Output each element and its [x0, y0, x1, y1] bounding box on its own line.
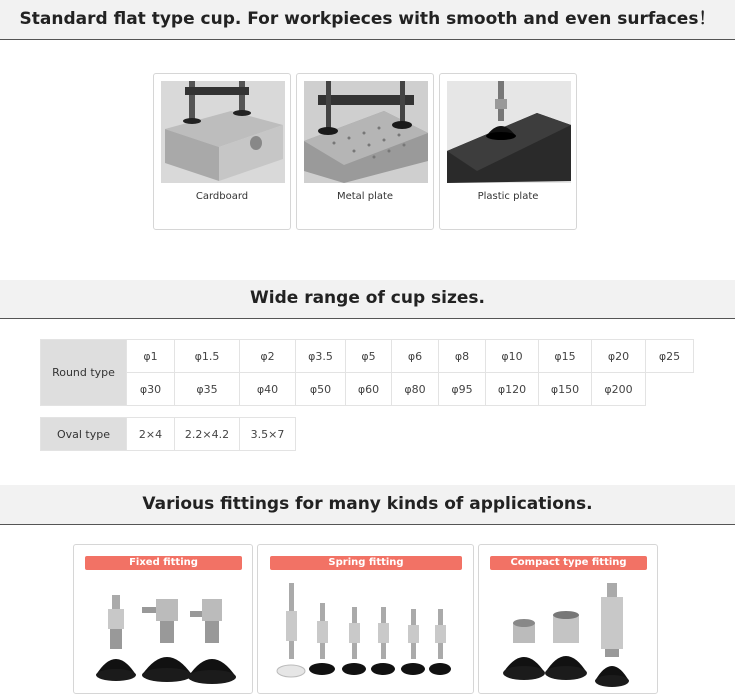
size-cell: 3.5×7: [240, 418, 296, 451]
size-cell: φ120: [486, 373, 539, 406]
round-type-header: Round type: [41, 340, 127, 406]
material-label: Plastic plate: [477, 191, 539, 202]
size-cell: φ35: [175, 373, 240, 406]
section-title-fittings: Various fittings for many kinds of applications.: [0, 485, 735, 525]
fitting-badge: Compact type fitting: [490, 556, 647, 570]
size-cell: φ60: [346, 373, 392, 406]
empty-cell: [646, 373, 694, 406]
fitting-card-fixed: [73, 544, 253, 694]
section-title-flat-cup: Standard flat type cup. For workpieces with smooth and even surfaces！: [0, 0, 735, 40]
material-label: Cardboard: [195, 191, 249, 202]
size-cell: 2×4: [127, 418, 175, 451]
size-cell: φ150: [539, 373, 592, 406]
plastic-plate-photo: [447, 81, 571, 183]
metal-plate-photo: [304, 81, 428, 183]
size-cell: φ5: [346, 340, 392, 373]
compact-fitting-photo: [495, 581, 645, 691]
cardboard-photo: [161, 81, 285, 183]
fixed-fitting-photo: [90, 585, 240, 690]
size-cell: φ20: [592, 340, 646, 373]
fitting-badge: Spring fitting: [270, 556, 462, 570]
size-cell: φ40: [240, 373, 296, 406]
spring-fitting-photo: [270, 581, 466, 691]
size-cell: φ2: [240, 340, 296, 373]
oval-type-header: Oval type: [41, 418, 127, 451]
section-title-cup-sizes: Wide range of cup sizes.: [0, 280, 735, 319]
material-card-plastic-plate: [439, 73, 577, 230]
material-label: Metal plate: [336, 191, 394, 202]
round-size-table: [40, 339, 694, 406]
size-cell: φ50: [296, 373, 346, 406]
size-cell: φ10: [486, 340, 539, 373]
oval-size-table: [40, 417, 296, 451]
material-card-cardboard: [153, 73, 291, 230]
fitting-card-compact: [478, 544, 658, 694]
size-cell: φ8: [439, 340, 486, 373]
material-card-metal-plate: [296, 73, 434, 230]
size-cell: φ1: [127, 340, 175, 373]
size-cell: φ3.5: [296, 340, 346, 373]
fitting-badge: Fixed fitting: [85, 556, 242, 570]
size-cell: φ30: [127, 373, 175, 406]
size-cell: φ1.5: [175, 340, 240, 373]
fitting-card-spring: [257, 544, 474, 694]
size-cell: φ80: [392, 373, 439, 406]
size-cell: φ95: [439, 373, 486, 406]
size-cell: 2.2×4.2: [175, 418, 240, 451]
size-cell: φ6: [392, 340, 439, 373]
size-cell: φ15: [539, 340, 592, 373]
size-cell: φ200: [592, 373, 646, 406]
size-cell: φ25: [646, 340, 694, 373]
